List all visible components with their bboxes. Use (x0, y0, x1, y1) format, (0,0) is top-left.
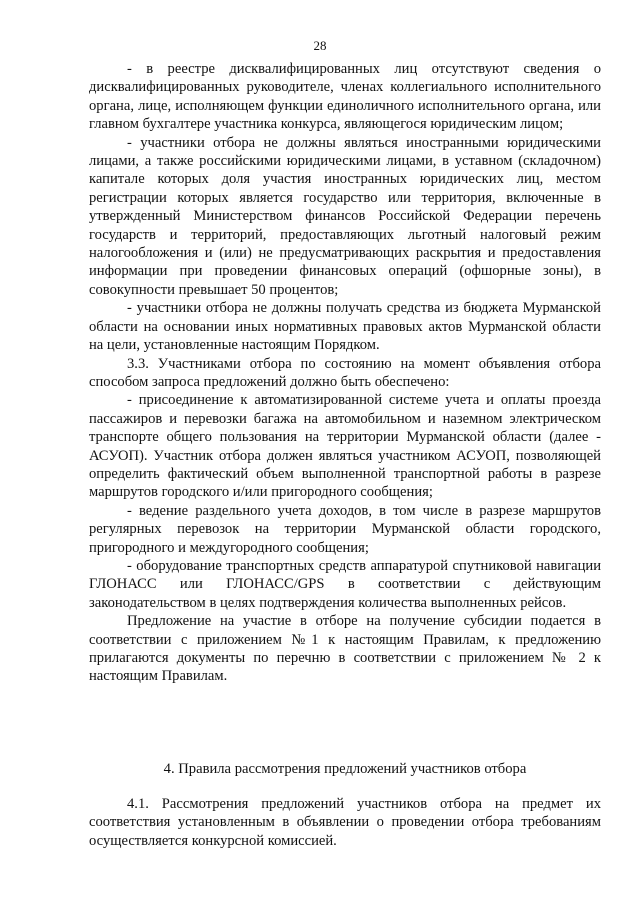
section-body (89, 795, 601, 850)
paragraph-4-1: 4.1. Рассмотрения предложений участников отбора на предмет их соответствия установленным в объявлении о проведении отбора требованиям осуществляется конкурсной комиссией. (89, 796, 601, 849)
paragraph-asuop: - присоединение к автоматизированной системе учета и оплаты проезда пассажиров и перевозки багажа на автомобильном и наземном электрическом транспорте общего пользования на территории Мурманской области (далее - АСУОП). Участник отбора должен являться участником АСУОП, позволяющей определить фактический объем выполненной транспортной работы в разрезе маршрутов городского и/или пригородного сообщения; (89, 392, 601, 501)
paragraph-budget-funds: - участники отбора не должны получать средства из бюджета Мурманской области на основании иных нормативных правовых актов Мурманской области на цели, установленные настоящим Порядком. (89, 300, 601, 354)
page-number: 28 (313, 38, 327, 53)
document-body (89, 60, 601, 686)
paragraph-separate-accounting: - ведение раздельного учета доходов, в том числе в разрезе маршрутов регулярных перевозок на территории Мурманской области городского, пригородного и междугородного сообщения; (89, 502, 601, 556)
paragraph-glonass: - оборудование транспортных средств аппаратурой спутниковой навигации ГЛОНАСС или ГЛОНАСС/GPS в соответствии с действующим законодательством в целях подтверждения количества выполненных рейсов. (89, 557, 601, 611)
paragraph-disqualified-registry: - в реестре дисквалифицированных лиц отсутствуют сведения о дисквалифицированных руководителе, членах коллегиального исполнительного органа, лице, исполняющем функции единоличного исполнительного органа, или главном бухгалтере участника конкурса, являющегося юридическим лицом; (89, 61, 601, 133)
paragraph-3-3: 3.3. Участниками отбора по состоянию на момент объявления отбора способом запроса предложений должно быть обеспечено: (89, 355, 601, 390)
paragraph-foreign-entities: - участники отбора не должны являться иностранными юридическими лицами, а также российскими юридическими лицами, в уставном (складочном) капитале которых доля участия иностранных юридических лиц, местом регистрации которых является государство или территория, включенные в утвержденный Министерством финансов Российской Федерации перечень государств и территорий, предоставляющих льготный налоговый режим налогообложения и (или) не предусматривающих раскрытия и предоставления информации при проведении финансовых операций (офшорные зоны), в совокупности превышает 50 процентов; (89, 134, 601, 298)
paragraph-proposal-submission: Предложение на участие в отборе на получение субсидии подается в соответствии с приложением №1 к настоящим Правилам, к предложению прилагаются документы по перечню в соответствии с приложением № 2 к настоящим Правилам. (89, 613, 601, 685)
section-heading: 4. Правила рассмотрения предложений участников отбора (163, 761, 527, 777)
